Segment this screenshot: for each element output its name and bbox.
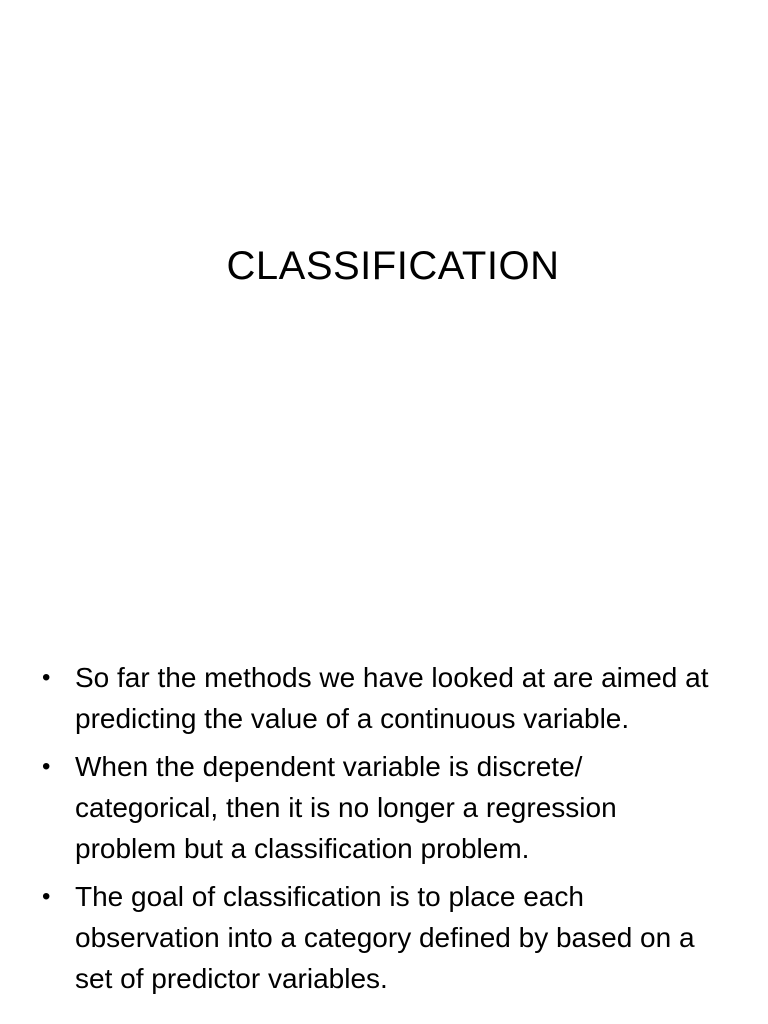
bullet-item <box>36 657 736 739</box>
bullet-text: When the dependent variable is discrete/ categorical, then it is no longer a regression problem but a classification problem. <box>75 751 617 864</box>
bullet-icon: • <box>42 753 51 780</box>
bullet-list <box>36 657 736 1006</box>
bullet-text: So far the methods we have looked at are aimed at predicting the value of a continuous variable. <box>75 662 709 734</box>
bullet-text: The goal of classification is to place each observation into a category defined by based on a set of predictor variables. <box>75 881 695 994</box>
bullet-icon: • <box>42 664 51 691</box>
slide-title: CLASSIFICATION <box>226 244 560 288</box>
bullet-item <box>36 746 736 869</box>
bullet-item <box>36 876 736 999</box>
bullet-icon: • <box>42 883 51 910</box>
